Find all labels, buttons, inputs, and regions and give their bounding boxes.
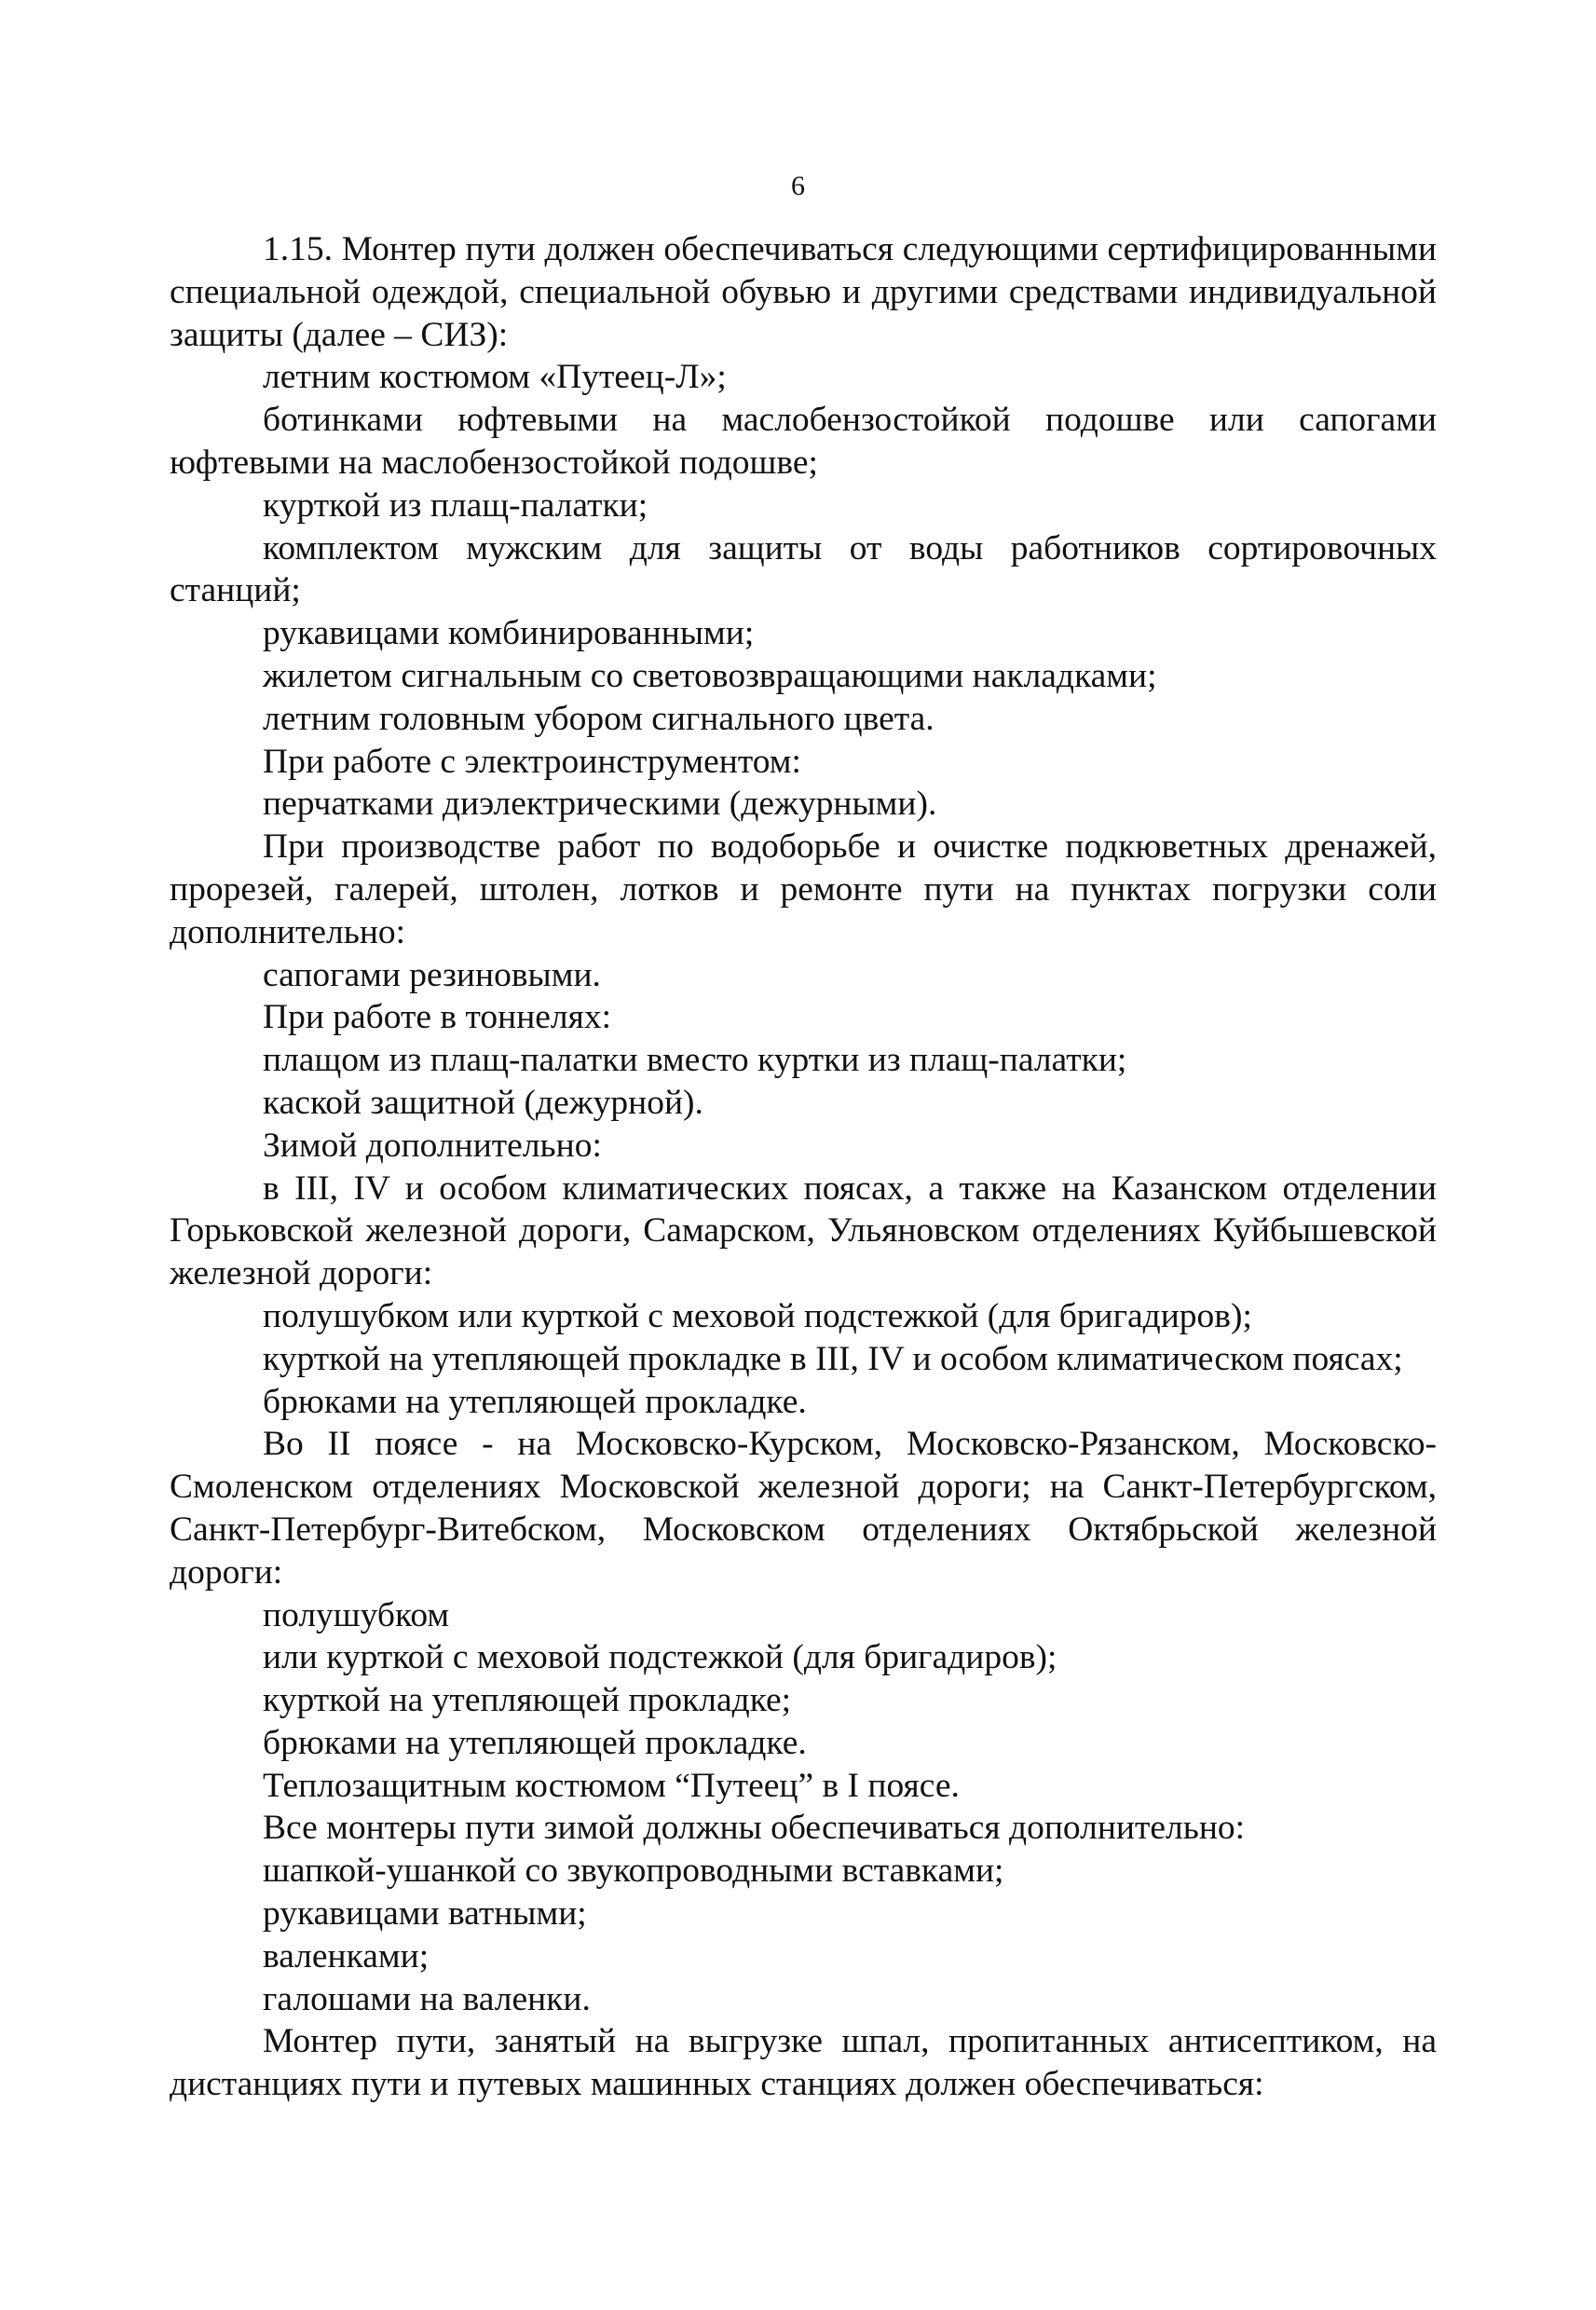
- paragraph: При работе в тоннелях:: [263, 998, 612, 1037]
- paragraph: Все монтеры пути зимой должны обеспечиваться дополнительно:: [263, 1809, 1246, 1848]
- paragraph: шапкой-ушанкой со звукопроводными вставками;: [263, 1852, 1004, 1891]
- paragraph: брюками на утепляющей прокладке.: [263, 1382, 807, 1421]
- page-number: 6: [791, 171, 805, 201]
- paragraph: брюками на утепляющей прокладке.: [263, 1723, 807, 1762]
- paragraph: жилетом сигнальным со световозвращающими накладками;: [263, 656, 1157, 695]
- paragraph: При работе с электроинструментом:: [263, 742, 801, 781]
- paragraph: рукавицами комбинированными;: [263, 614, 755, 653]
- paragraph: При производстве работ по водоборьбе и очистке подкюветных дренажей, прорезей, галерей, штолен, лотков и ремонте пути на пунктах погрузки соли дополнительно:: [170, 827, 1437, 951]
- paragraph: рукавицами ватными;: [263, 1894, 587, 1934]
- paragraph: каской защитной (дежурной).: [263, 1083, 703, 1122]
- paragraph: курткой на утепляющей прокладке;: [263, 1681, 792, 1720]
- paragraph: летним костюмом «Путеец-Л»;: [263, 358, 727, 397]
- paragraph: 1.15. Монтер пути должен обеспечиваться следующими сертифицированными специальной одеждой, специальной обувью и другими средствами индивидуальной защиты (далее – СИЗ):: [170, 230, 1437, 354]
- document-body: [170, 228, 1437, 2106]
- paragraph: валенками;: [263, 1936, 430, 1975]
- paragraph: в III, IV и особом климатических поясах, а также на Казанском отделении Горьковской железной дороги, Самарском, Ульяновском отделениях Куйбышевской железной дороги:: [170, 1169, 1437, 1293]
- paragraph: Теплозащитным костюмом “Путеец” в I поясе.: [263, 1766, 960, 1805]
- paragraph: галошами на валенки.: [263, 1979, 591, 2018]
- paragraph: полушубком или курткой с меховой подстежкой (для бригадиров);: [263, 1296, 1252, 1335]
- paragraph: плащом из плащ-палатки вместо куртки из плащ-палатки;: [263, 1041, 1127, 1080]
- paragraph: или курткой с меховой подстежкой (для бригадиров);: [263, 1638, 1057, 1677]
- paragraph: летним головным убором сигнального цвета.: [263, 699, 934, 738]
- paragraph: перчатками диэлектрическими (дежурными).: [263, 785, 937, 824]
- paragraph: Во II поясе - на Московско-Курском, Московско-Рязанском, Московско-Смоленском отделениях Московской железной дороги; на Санкт-Петербургском, Санкт-Петербург-Витебском, Московском отделениях Октябрьской железной дороги:: [170, 1425, 1437, 1592]
- paragraph: Зимой дополнительно:: [263, 1126, 602, 1165]
- paragraph: ботинками юфтевыми на маслобензостойкой подошве или сапогами юфтевыми на маслобензостойкой подошве;: [170, 401, 1437, 482]
- paragraph: курткой на утепляющей прокладке в III, IV и особом климатическом поясах;: [263, 1339, 1403, 1378]
- paragraph: полушубком: [263, 1595, 450, 1634]
- paragraph: сапогами резиновыми.: [263, 955, 601, 994]
- paragraph: курткой из плащ-палатки;: [263, 485, 648, 525]
- paragraph: Монтер пути, занятый на выгрузке шпал, пропитанных антисептиком, на дистанциях пути и путевых машинных станциях должен обеспечиваться:: [170, 2022, 1437, 2104]
- paragraph: комплектом мужским для защиты от воды работников сортировочных станций;: [170, 528, 1437, 610]
